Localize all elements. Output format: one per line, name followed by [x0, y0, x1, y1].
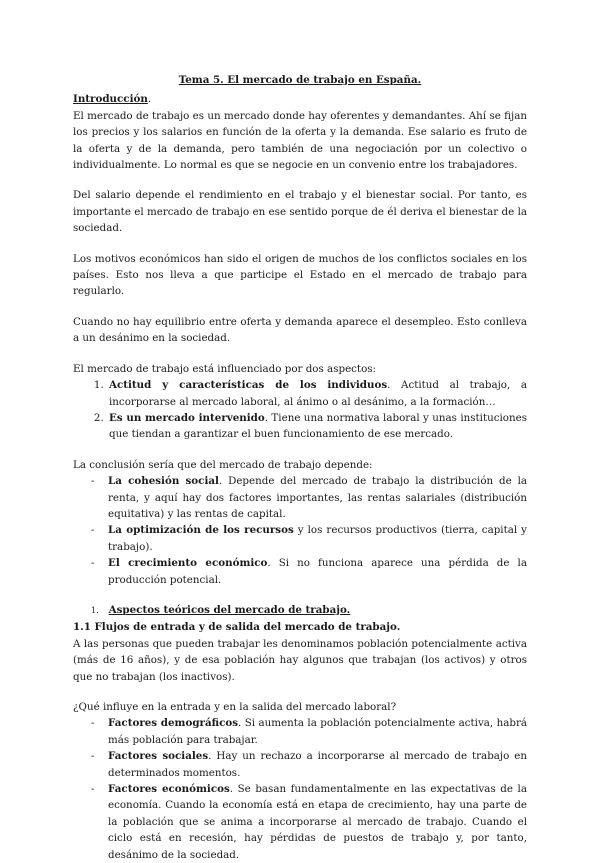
list-item: [73, 522, 527, 555]
dash-bullet: -: [91, 717, 95, 730]
aspects-list: [73, 377, 527, 443]
list-item: [107, 377, 527, 410]
paragraph-8: ¿Qué influye en la entrada y en la salida del mercado laboral?: [73, 701, 397, 713]
list-item: [73, 781, 527, 863]
factor-1-text: . Si aumenta la población potencialmente activa, habrá más población para trabajar.: [108, 717, 528, 746]
aspect-1-title: Actitud y características de los individuos: [109, 379, 388, 392]
paragraph-1: El mercado de trabajo es un mercado donde hay oferentes y demandantes. Ahí se fijan los precios y los salarios en función de la oferta y la demanda. Ese salario es fruto de la oferta y de la demanda, pero también de una negociación por un colectivo o individualmente. Lo normal es que se negocie en un convenio entre los trabajadores.: [73, 109, 527, 172]
paragraph-2: Del salario depende el rendimiento en el trabajo y el bienestar social. Por tanto, es importante el mercado de trabajo en ese sentido porque de él deriva el bienestar de la sociedad.: [73, 189, 527, 235]
aspect-2-text: . Tiene una normativa laboral y unas instituciones que tiendan a garantizar el buen funcionamiento de ese mercado.: [109, 411, 527, 441]
list-item: [73, 555, 527, 588]
depends-3-text: . Si no funciona aparece una pérdida de la producción potencial.: [108, 557, 527, 586]
intro-heading: Introducción: [73, 93, 148, 106]
factor-3-text: . Se basan fundamentalmente en las expectativas de la economía. Cuando la economía está en etapa de crecimiento, hay una parte de la población que se anima a incorporarse al mercado de trabajo. Cuando el ciclo está en recesión, hay pérdidas de puestos de trabajo y, por tanto, desánimo de la sociedad.: [108, 783, 527, 861]
factor-2-title: Factores sociales: [108, 750, 209, 763]
depends-2-text: y los recursos productivos (tierra, capital y trabajo).: [108, 524, 528, 553]
list-item: [73, 748, 527, 781]
section-1-heading: [73, 602, 527, 619]
section-1-title: Aspectos teóricos del mercado de trabajo.: [108, 603, 351, 616]
section-1-number: 1.: [91, 605, 99, 615]
depends-list: [73, 473, 527, 588]
paragraph-4: Cuando no hay equilibrio entre oferta y demanda aparece el desempleo. Esto conlleva a un desánimo en la sociedad.: [73, 315, 527, 345]
factors-list: [73, 715, 527, 863]
dash-bullet: -: [91, 783, 95, 796]
factor-2-text: . Hay un rechazo a incorporarse al mercado de trabajo en determinados momentos.: [108, 750, 527, 779]
paragraph-3: Los motivos económicos han sido el origen de muchos de los conflictos sociales en los países. Esto nos lleva a que participe el Estado en el mercado de trabajo para regularlo.: [73, 252, 527, 298]
intro-heading-line: [73, 91, 527, 107]
dash-bullet: -: [91, 524, 95, 537]
list-item: [107, 410, 527, 443]
aspect-1-text: . Actitud al trabajo, a incorporarse al mercado laboral, al ánimo o al desánimo, a la formación…: [109, 379, 527, 408]
dash-bullet: -: [91, 475, 95, 488]
subsection-1-1-title: 1.1 Flujos de entrada y de salida del mercado de trabajo.: [73, 621, 401, 634]
factor-1-title: Factores demográficos: [108, 717, 239, 730]
depends-3-title: El crecimiento económico: [108, 557, 268, 570]
depends-2-title: La optimización de los recursos: [108, 524, 294, 537]
paragraph-7: A las personas que pueden trabajar les denominamos población potencialmente activa (más de 16 años), y de esa población hay algunos que trabajan (los activos) y otros que no trabajan (los inactivos).: [73, 637, 527, 683]
list-item: [73, 473, 527, 522]
depends-1-text: . Depende del mercado de trabajo la distribución de la renta, y aquí hay dos factores importantes, las rentas salariales (distribución equitativa) y las rentas de capital.: [108, 475, 527, 520]
paragraph-6: La conclusión sería que del mercado de trabajo depende:: [73, 458, 373, 471]
paragraph-5: El mercado de trabajo está influenciado por dos aspectos:: [73, 362, 377, 375]
page-title: Tema 5. El mercado de trabajo en España.: [178, 74, 422, 86]
dash-bullet: -: [91, 750, 95, 763]
intro-heading-suffix: .: [147, 93, 152, 106]
dash-bullet: -: [91, 557, 95, 570]
aspect-2-title: Es un mercado intervenido: [109, 411, 265, 424]
factor-3-title: Factores económicos: [108, 783, 230, 796]
list-item: [73, 715, 527, 748]
depends-1-title: La cohesión social: [108, 475, 219, 488]
